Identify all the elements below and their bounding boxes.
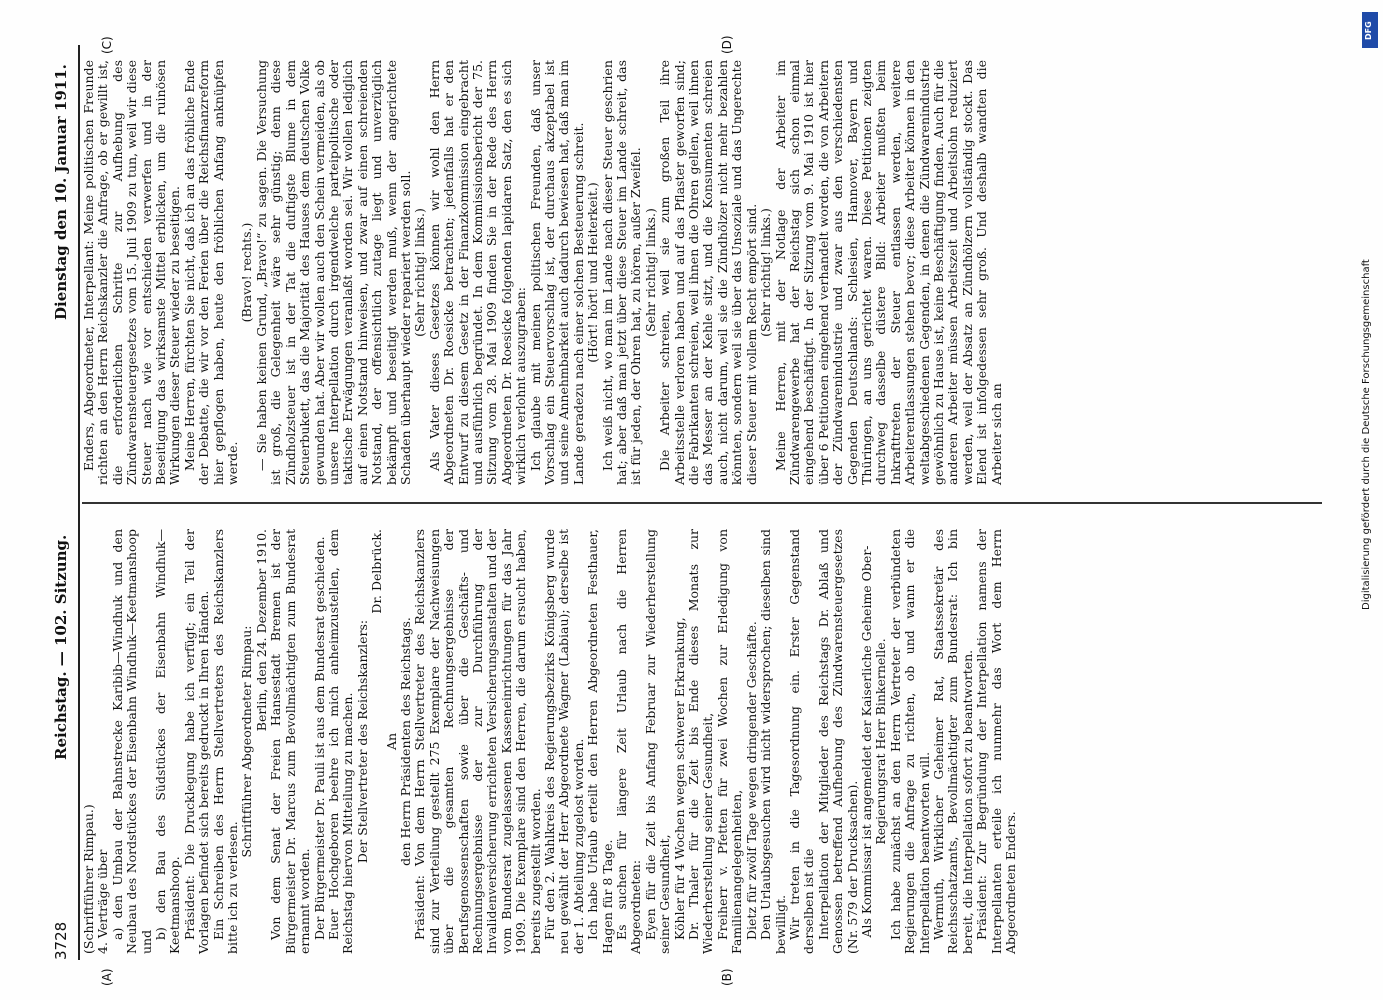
session-title: Reichstag. — 102. Sitzung. — [52, 534, 70, 760]
right-column-paragraph: (Hört! hört! und Heiterkeit.) — [585, 182, 601, 363]
left-column-paragraph: b) den Bau des Südstückes der Eisenbahn Windhuk—Keetmanshoop. — [153, 529, 183, 954]
left-column — [82, 529, 1018, 954]
right-column-paragraph: Als Vater dieses Gesetzes können wir wohl den Herrn Abgeordneten Dr. Roesicke betrachten; jedenfalls hat er den Entwurf zu diesem Gesetz in der Finanzkommission eingebracht und ausführlich begründet. In dem Kommissionsbericht der 75. Sitzung vom 28. Mai 1909 finden Sie in der Rede des Herrn Abgeordneten Dr. Roesicke folgenden lapidaren Satz, den es sich wirklich verlohnt auszugraben: — [426, 60, 529, 485]
right-column — [82, 60, 1004, 485]
left-column-paragraph: Ich habe zunächst an den Herrn Vertreter der verbündeten Regierungen die Anfrage zu richten, ob und wann er die Interpellation beantworten will. — [887, 529, 932, 954]
left-column-paragraph: den Herrn Präsidenten des Reichstags. — [397, 617, 413, 866]
left-column-paragraph: Berlin, den 24. Dezember 1910. — [253, 529, 269, 732]
digitization-credit — [1355, 10, 1383, 990]
left-column-paragraph: Präsident: Die Drucklegung habe ich verfügt; ein Teil der Vorlagen befindet sich bereits gedruckt in Ihren Händen. — [181, 529, 212, 954]
right-column-paragraph: (Bravo! rechts.) — [239, 222, 255, 323]
right-column-paragraph: (Sehr richtig! links.) — [412, 208, 428, 337]
credit-text: Digitalisierung gefördert durch die Deutsche Forschungsgemeinschaft — [1361, 259, 1372, 610]
margin-marker-d: (D) — [720, 35, 734, 54]
left-column-paragraph: Euer Hochgeboren beehre ich mich anheimzustellen, dem Reichstag hiervon Mitteilung zu machen. — [325, 529, 356, 954]
right-column-paragraph: (Sehr richtig! links.) — [642, 208, 658, 337]
page-number: 3728 — [52, 921, 70, 960]
right-column-paragraph: Meine Herren, fürchten Sie nicht, daß ich an das fröhliche Ende der Debatte, die wir vor den Ferien über die Reichsfinanzreform hier gepflogen haben, heute den fröhlichen Anfang anknüpfen werde. — [181, 60, 241, 485]
margin-marker-c: (C) — [100, 36, 114, 54]
left-column-paragraph: a) den Umbau der Bahnstrecke Karibib—Windhuk und den Neubau des Nordstückes der Eisenbahn Windhuk—Keetmanshoop und — [109, 529, 154, 954]
dfg-logo-text: DFG — [1364, 21, 1373, 40]
left-column-paragraph: Dietz für zwölf Tage wegen dringender Geschäfte. — [743, 621, 759, 940]
right-column-paragraph: Meine Herren, mit der Notlage der Arbeiter im Zündwarengewerbe hat der Reichstag sich schon einmal eingehend beschäftigt. In der Sitzung vom 9. Mai 1910 ist hier über 6 Petitionen eingehend verhandelt worden, die von Arbeitern der Zündwarenindustrie und zwar aus den verschiedensten Gegenden Deutschlands: Schlesien, Hannover, Bayern und Thüringen, an uns gerichtet waren. Diese Petitionen zeigten durchweg dasselbe düstere Bild: Arbeiter mußten beim Inkrafttreten der Steuer entlassen werden, weitere Arbeiterentlassungen stehen bevor; diese Arbeiter können in den weltabgeschiedenen Gegenden, in denen die Zündwarenindustrie gewöhnlich zu Hause ist, keine Beschäftigung finden. Auch für die anderen Arbeiter müssen Arbeitszeit und Arbeitslohn reduziert werden, weil der Absatz an Zündhölzern vollständig stockt. Das Elend ist infolgedessen sehr groß. Und deshalb wandten die Arbeiter sich an — [772, 60, 1004, 485]
left-column-paragraph: Freiherr v. Pfetten für zwei Wochen zur Erledigung von Familienangelegenheiten, — [714, 529, 745, 954]
left-column-paragraph: Dr. Thaler für die Zeit bis Ende dieses Monats zur Wiederherstellung seiner Gesundheit, — [686, 529, 716, 954]
left-column-paragraph: Als Kommissar ist angemeldet der Kaiserliche Geheime Ober-Regierungsrat Herr Binkernelle. — [858, 545, 889, 938]
left-column-paragraph: Wir treten in die Tagesordnung ein. Erster Gegenstand derselben ist die — [786, 529, 817, 954]
left-column-paragraph: Der Bürgermeister Dr. Pauli ist aus dem Bundesrat geschieden. — [311, 536, 327, 940]
left-column-paragraph: 4. Verträge über — [95, 849, 111, 954]
left-column-paragraph: Köhler für 4 Wochen wegen schwerer Erkrankung, — [671, 617, 687, 940]
left-column-paragraph: Den Urlaubsgesuchen wird nicht widersprochen; dieselben sind bewilligt. — [758, 529, 788, 954]
left-column-paragraph: (Schriftführer Rimpau.) — [81, 804, 96, 954]
left-column-paragraph: Eyen für die Zeit bis Anfang Februar zur Wiederherstellung seiner Gesundheit, — [642, 529, 673, 954]
dfg-logo — [1362, 12, 1378, 48]
left-column-paragraph: Von dem Senat der Freien Hansestadt Bremen ist der Bürgermeister Dr. Marcus zum Bevollmächtigten zum Bundesrat ernannt worden. — [268, 529, 313, 954]
left-column-paragraph: Präsident: Zur Begründung der Interpellation namens der Interpellanten erteile ich nunmehr das Wort dem Herrn Abgeordneten Enders. — [974, 529, 1018, 954]
left-column-paragraph: Ein Schreiben des Herrn Stellvertreters des Reichskanzlers bitte ich zu verlesen. — [210, 529, 241, 954]
left-column-paragraph: Dr. Delbrück. — [369, 529, 385, 614]
right-column-paragraph: Die Arbeiter schreien, weil sie zum großen Teil ihre Arbeitsstelle verloren haben und auf das Pflaster geworfen sind; die Fabrikanten schreien, weil ihnen die Ohren gellen, weil ihnen das Messer an der Kehle sitzt, und die Konsumenten schreien auch, nicht darum, weil sie die Zündhölzer nicht mehr bezahlen könnten, sondern weil sie über das Unsoziale und das Ungerechte dieser Steuer mit vollem Recht empört sind. — [657, 60, 759, 485]
column-divider — [82, 503, 1322, 505]
left-column-paragraph: Schriftführer Abgeordneter Rimpau: — [239, 625, 255, 858]
margin-marker-a: (A) — [100, 968, 114, 986]
left-column-paragraph: Wermuth, Wirklicher Geheimer Rat, Staatssekretär des Reichsschatzamts, Bevollmächtigter zum Bundesrat: Ich bin bereit, die Interpellation sofort zu beantworten. — [930, 529, 975, 954]
header-rule — [78, 45, 80, 960]
right-column-paragraph: Ich weiß nicht, wo man im Lande nach dieser Steuer geschrien hat; aber daß man jetzt über diese Steuer im Lande schreit, das ist für jeden, der Ohren hat, zu hören, außer Zweifel. — [599, 60, 644, 485]
right-column-paragraph: Enders, Abgeordneter, Interpellant: Meine politischen Freunde richten an den Herrn Reichskanzler die Anfrage, ob er gewillt ist, die erforderlichen Schritte zur Aufhebung des Zündwarensteuergesetzes vom 15. Juli 1909 zu tun, weil wir diese Steuer nach wie vor entschieden verwerfen und in der Beseitigung das wirksamste Mittel erblicken, um die ruinösen Wirkungen dieser Steuer wieder zu beseitigen. — [81, 60, 183, 485]
page-header — [52, 40, 76, 960]
right-column-paragraph: (Sehr richtig! links.) — [758, 208, 774, 337]
left-column-paragraph: An — [383, 732, 399, 751]
session-date: Dienstag den 10. Januar 1911. — [52, 64, 70, 320]
left-column-paragraph: Für den 2. Wahlkreis des Regierungsbezirks Königsberg wurde neu gewählt der Herr Abgeordnete Wagner (Labiau); derselbe ist der 1. Abteilung zugelost worden. — [542, 529, 586, 954]
left-column-paragraph: Der Stellvertreter des Reichskanzlers: — [354, 619, 370, 864]
right-column-paragraph: Ich glaube mit meinen politischen Freunden, daß unser Vorschlag ein Steuervorschlag ist, der durchaus akzeptabel ist und seine Annehmbarkeit auch dadurch bewiesen hat, daß man im Lande geradezu nach einer solchen Besteuerung schreit. — [527, 60, 586, 485]
left-column-paragraph: Interpellation der Mitglieder des Reichstags Dr. Ablaß und Genossen betreffend Aufhebung des Zündwarensteuergesetzes (Nr. 579 der Drucksachen). — [815, 529, 860, 954]
left-column-paragraph: Es suchen für längere Zeit Urlaub nach die Herren Abgeordneten: — [614, 529, 644, 954]
left-column-paragraph: Ich habe Urlaub erteilt den Herren Abgeordneten Festhauer, Hagen für 8 Tage. — [585, 529, 615, 954]
margin-marker-b: (B) — [720, 968, 734, 986]
right-column-paragraph: — Sie haben keinen Grund, „Bravo!“ zu sagen. Die Versuchung ist groß, die Gelegenheit wäre sehr günstig; denn diese Zündholzsteuer ist in der Tat die duftigste Blume in dem Steuerbukett, das die Majorität des Hauses dem deutschen Volke gewunden hat. Aber wir wollen auch den Schein vermeiden, als ob unsere Interpellation durch irgendwelche parteipolitische oder taktische Erwägungen veranlaßt worden sei. Wir wollen lediglich auf einen Notstand hinweisen, und zwar auf einen schreienden Notstand, der offensichtlich zutage liegt und unverzüglich bekämpft und beseitigt werden muß, wenn der angerichtete Schaden überhaupt wieder repariert werden soll. — [253, 60, 413, 485]
left-column-paragraph: Präsident: Von dem Herrn Stellvertreter des Reichskanzlers sind zur Verteilung gestellt 275 Exemplare der Nachweisungen über die gesamten Rechnungsergebnisse der Berufsgenossenschaften sowie über die Geschäfts- und Rechnungsergebnisse der zur Durchführung der Invalidenversicherung errichteten Versicherungsanstalten und der vom Bundesrat zugelassenen Kasseneinrichtungen für das Jahr 1909. Die Exemplare sind den Herren, die darum ersucht haben, bereits zugestellt worden. — [412, 529, 543, 954]
